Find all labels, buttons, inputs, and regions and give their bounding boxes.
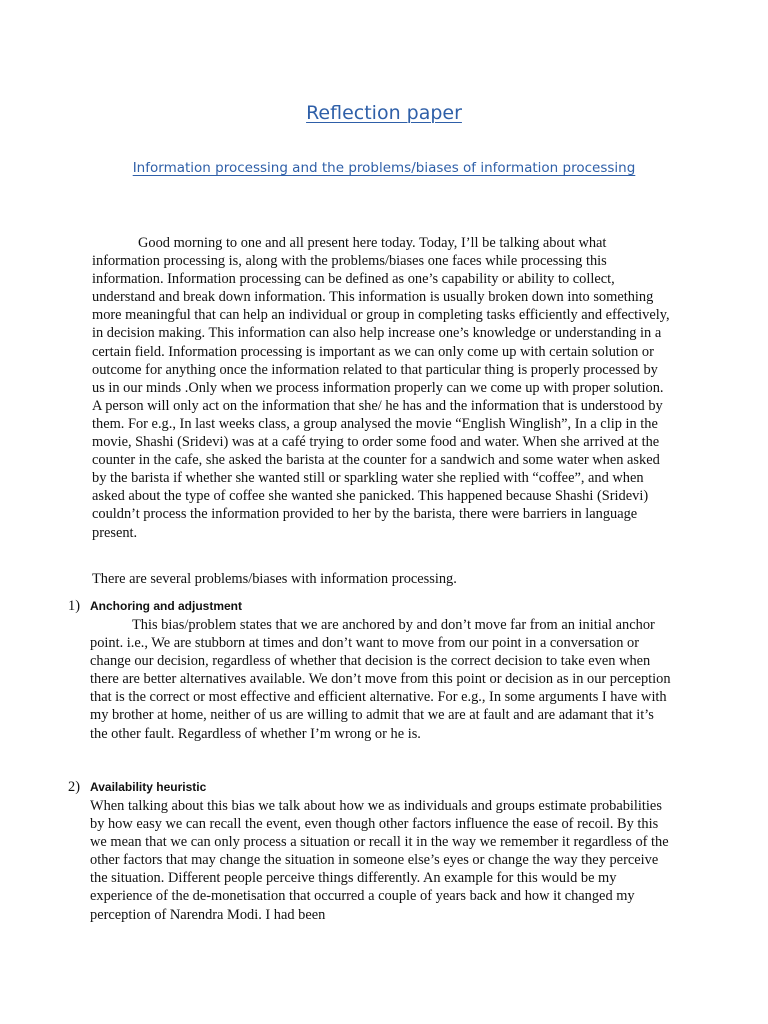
section-body-anchoring: This bias/problem states that we are anchored by and don’t move far from an initial anchor point. i.e., We are stubborn at times and don’t want to move from our point in a conversation or change our decision, regardless of whether that decision is the correct decision to take even when there are better alternatives available. We don’t move from this point or decision as in our perception that is the correct or most effective and efficient alternative. For e.g., In some arguments I have with my brother at home, neither of us are willing to admit that we are at fault and are adamant that it’s the other fault. Regardless of whether I’m wrong or he is.: [90, 617, 671, 742]
section-heading-anchoring: [68, 598, 668, 615]
section-number: 2): [68, 779, 80, 795]
section-title: Availability heuristic: [90, 780, 207, 794]
intro-closing-sentence: There are several problems/biases with information processing.: [92, 571, 457, 587]
intro-paragraph: Good morning to one and all present here today. Today, I’ll be talking about what information processing is, along with the problems/biases one faces while processing this information. Information processing can be defined as one’s capability or ability to collect, understand and break down information. This information is usually broken down into something more meaningful that can help an individual or group in completing tasks efficiently and effectively, in decision making. This information can also help increase one’s knowledge or understanding in a certain field. Information processing is important as we can only come up with certain solution or outcome for anything once the information related to that particular thing is properly processed by us in our minds .Only when we process information properly can we come up with proper solution. A person will only act on the information that she/ he has and the information that is understood by them. For e.g., In last weeks class, a group analysed the movie “English Winglish”, In a clip in the movie, Shashi (Sridevi) was at a café trying to order some food and water. When she arrived at the counter in the cafe, she asked the barista at the counter for a sandwich and some water when asked by the barista if whether she wanted still or sparkling water she replied with “coffee”, and when asked about the type of coffee she wanted she panicked. This happened because Shashi (Sridevi) couldn’t process the information provided to her by the barista, there were barriers in language present.: [92, 235, 670, 541]
section-body-availability: When talking about this bias we talk about how we as individuals and groups estimate probabilities by how easy we can recall the event, even though other factors influence the ease of recoil. By this we mean that we can only process a situation or recall it in the way we remember it regardless of the other factors that may change the situation in someone else’s eyes or change the way they perceive the situation. Different people perceive things differently. An example for this would be my experience of the de-monetisation that occurred a couple of years back and how it changed my perception of Narendra Modi. I had been: [90, 798, 669, 923]
page-subtitle: Information processing and the problems/biases of information processing: [132, 160, 636, 176]
section-number: 1): [68, 598, 80, 614]
section-title: Anchoring and adjustment: [90, 599, 243, 613]
section-heading-availability: [68, 779, 668, 796]
page-title: Reflection paper: [306, 102, 462, 124]
